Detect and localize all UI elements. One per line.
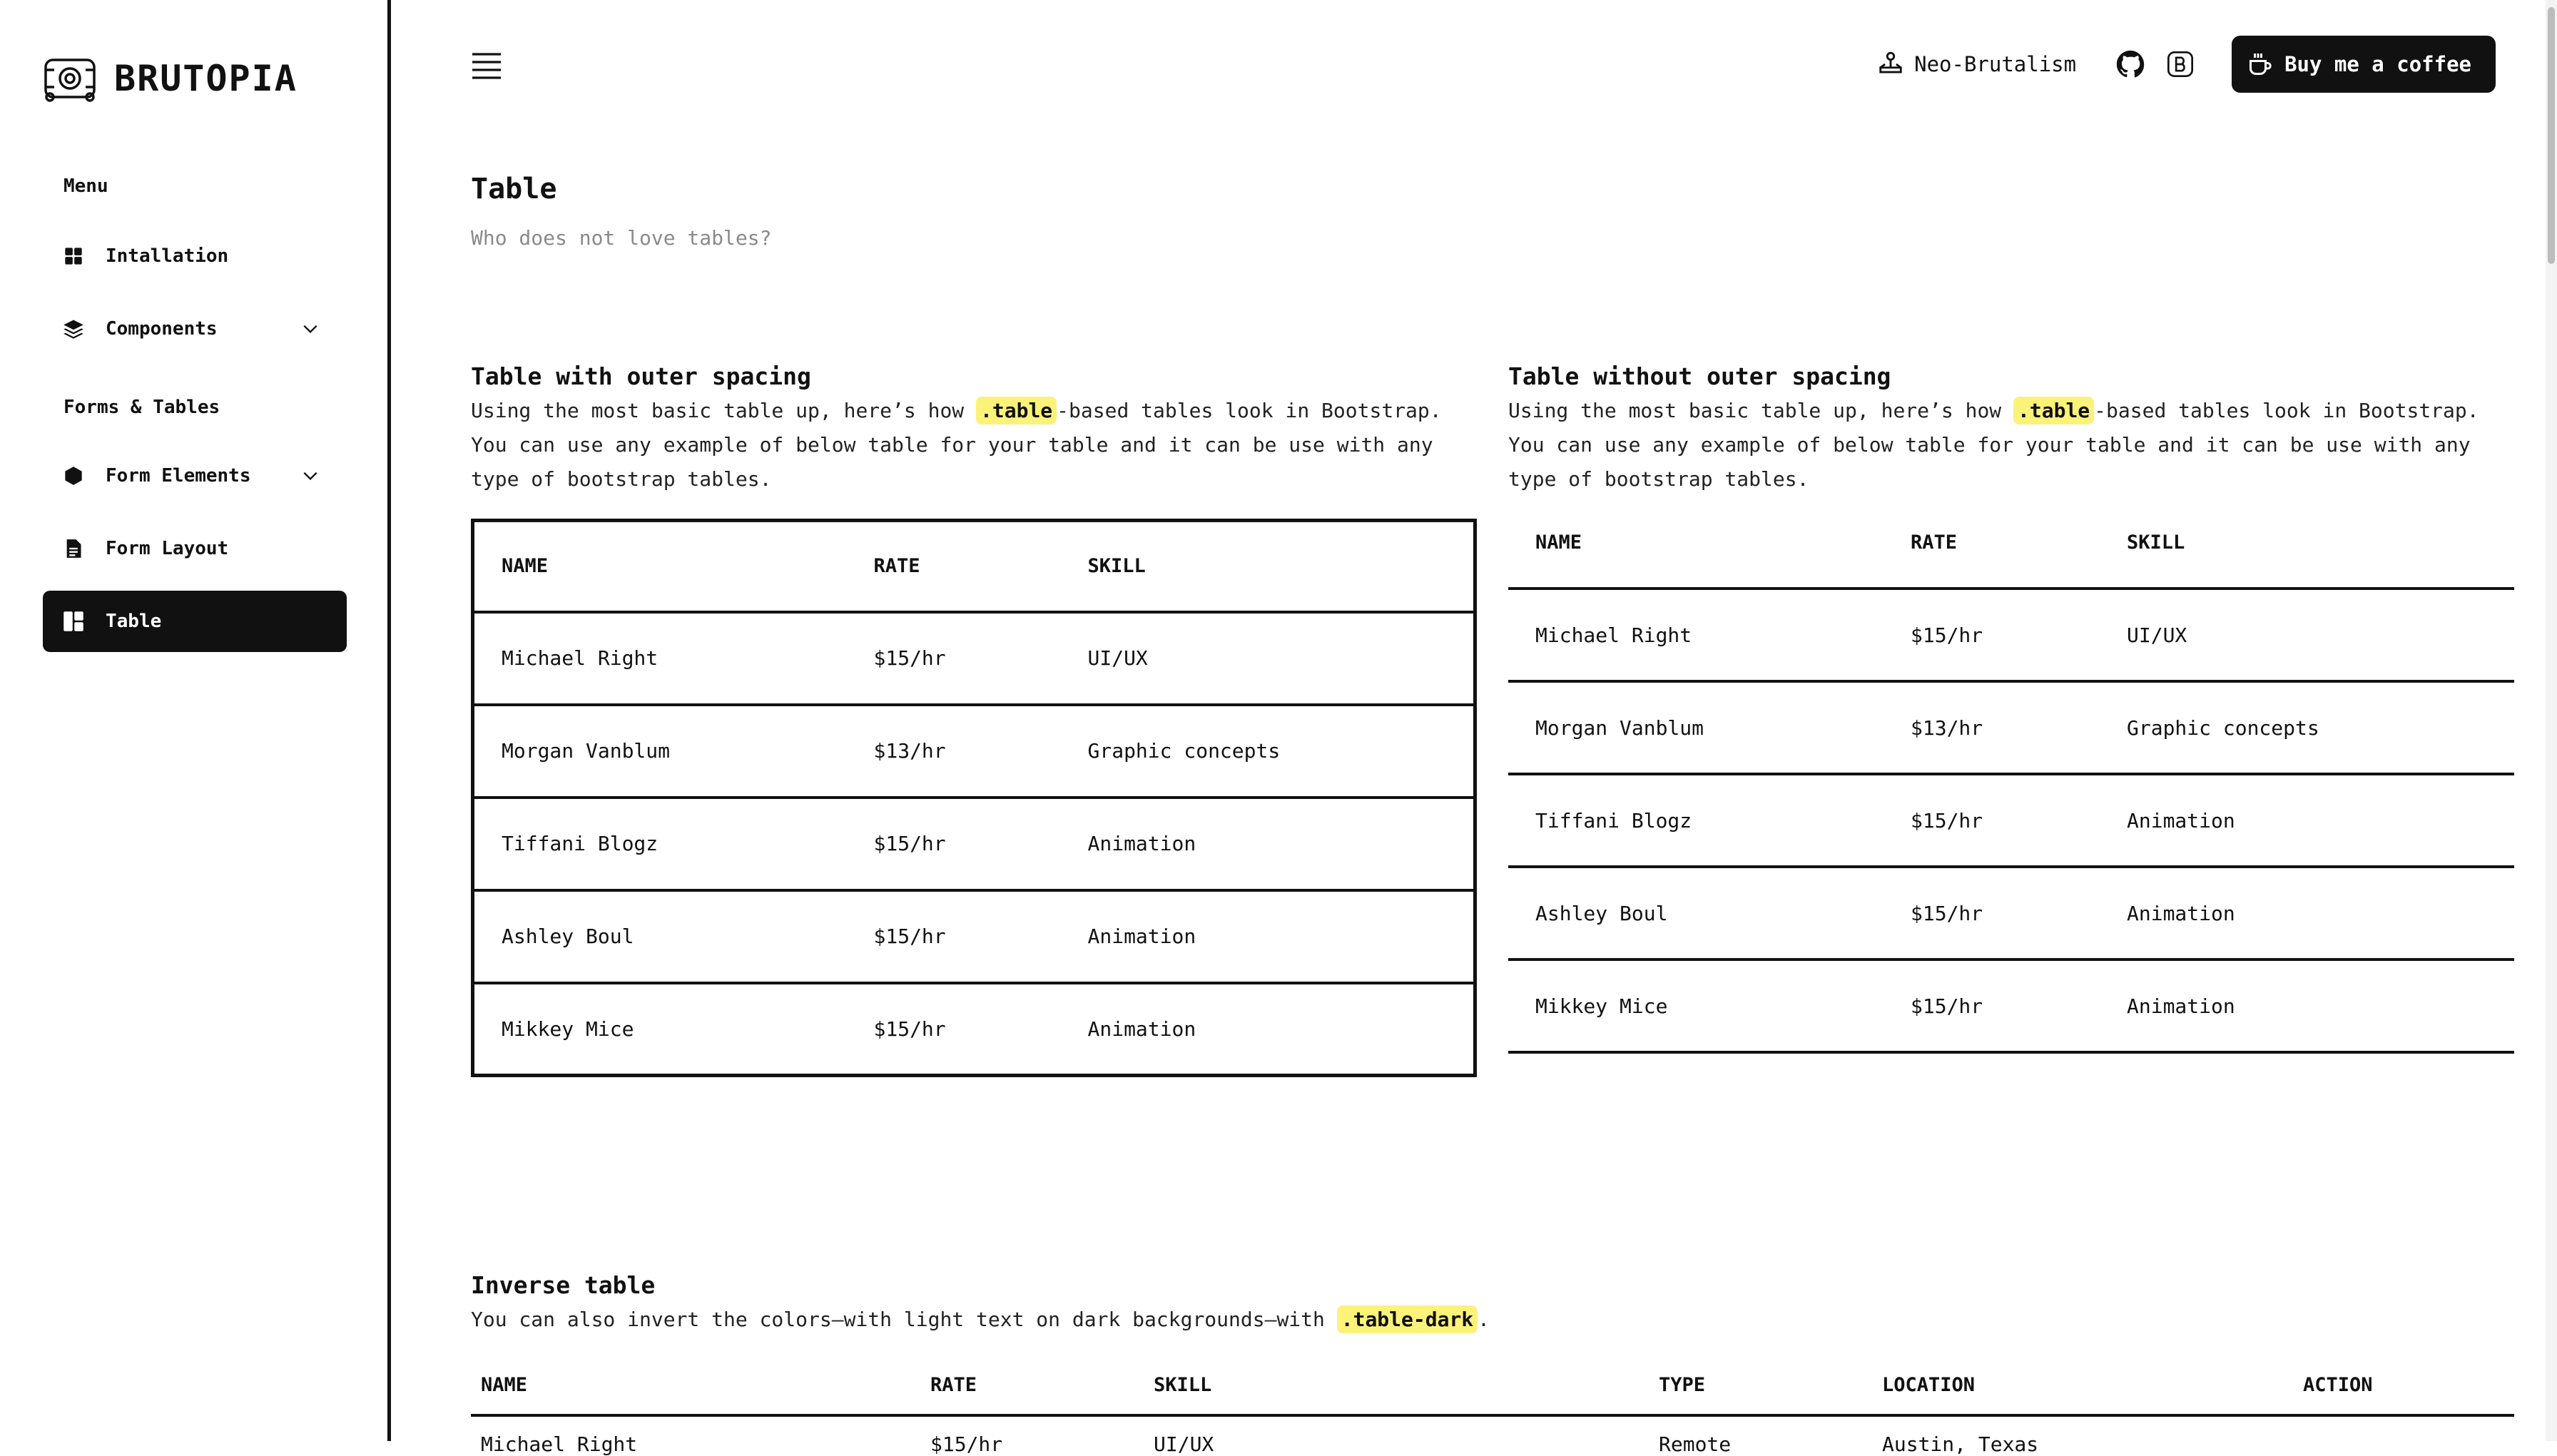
desc-text: You can also invert the colors—with light text on dark backgrounds—with bbox=[471, 1308, 1337, 1331]
brand-name: BRUTOPIA bbox=[114, 58, 298, 99]
layout-icon bbox=[63, 611, 84, 632]
table-row bbox=[1508, 959, 2514, 1052]
table-cell: Morgan Vanblum bbox=[502, 739, 671, 763]
column-header: SKILL bbox=[2127, 531, 2185, 554]
table-row bbox=[471, 1415, 2514, 1456]
buy-coffee-button[interactable] bbox=[2232, 36, 2496, 93]
code-highlight: .table bbox=[2013, 397, 2094, 424]
column-header: RATE bbox=[930, 1373, 977, 1396]
page-subtitle: Who does not love tables? bbox=[471, 226, 772, 250]
coffee-label: Buy me a coffee bbox=[2284, 52, 2471, 76]
column-header: RATE bbox=[873, 555, 920, 578]
file-icon bbox=[63, 538, 84, 559]
column-header: NAME bbox=[481, 1373, 528, 1396]
outer-spacing-table bbox=[471, 519, 1477, 1077]
table-cell: Animation bbox=[1087, 1017, 1196, 1041]
outer-table-desc bbox=[471, 394, 1478, 497]
brand[interactable] bbox=[41, 56, 298, 101]
table-cell: Remote bbox=[1659, 1432, 1732, 1456]
joystick-icon bbox=[1877, 51, 1904, 78]
inverse-table-desc bbox=[471, 1303, 2514, 1337]
table-cell: Michael Right bbox=[1535, 623, 1692, 647]
desc-text: . bbox=[1478, 1308, 1490, 1331]
table-cell: $13/hr bbox=[873, 739, 946, 763]
grid-icon bbox=[63, 245, 84, 267]
table-cell: $15/hr bbox=[873, 646, 946, 670]
table-cell: Animation bbox=[1087, 832, 1196, 855]
sidebar-item-form-elements[interactable] bbox=[43, 445, 347, 506]
table-cell: Ashley Boul bbox=[1535, 901, 1668, 925]
theme-link[interactable] bbox=[1877, 51, 2076, 78]
table-cell: Morgan Vanblum bbox=[1535, 716, 1704, 740]
column-header: SKILL bbox=[1154, 1373, 1212, 1396]
table-cell: Michael Right bbox=[481, 1432, 638, 1456]
column-header: NAME bbox=[1535, 531, 1582, 554]
table-row bbox=[473, 705, 1475, 798]
plain-table-desc bbox=[1508, 394, 2516, 497]
table-cell: $15/hr bbox=[930, 1432, 1003, 1456]
sidebar-item-label: Table bbox=[106, 611, 162, 632]
table-cell: Animation bbox=[2127, 808, 2235, 833]
desc-text: Using the most basic table up, here’s how bbox=[471, 399, 977, 422]
table-cell: Graphic concepts bbox=[1087, 739, 1281, 763]
table-cell: Ashley Boul bbox=[502, 925, 634, 948]
inverse-table-title: Inverse table bbox=[471, 1271, 656, 1299]
table-cell: $15/hr bbox=[1911, 994, 1983, 1018]
brutopia-logo-icon bbox=[41, 56, 98, 101]
table-cell: UI/UX bbox=[2127, 623, 2187, 647]
forms-section-title: Forms & Tables bbox=[63, 397, 220, 418]
bootstrap-icon[interactable] bbox=[2166, 50, 2195, 78]
table-cell: Animation bbox=[2127, 901, 2235, 925]
table-cell bbox=[2293, 1415, 2514, 1456]
chevron-down-icon[interactable] bbox=[301, 467, 320, 485]
sidebar-item-label: Form Elements bbox=[106, 465, 251, 487]
column-header: NAME bbox=[502, 555, 549, 578]
sidebar-item-label: Components bbox=[106, 318, 218, 340]
table-header-row bbox=[1508, 497, 2514, 589]
plain-table-title: Table without outer spacing bbox=[1508, 362, 1891, 390]
menu-section-title: Menu bbox=[63, 175, 108, 197]
table-cell: $13/hr bbox=[1911, 716, 1983, 740]
table-cell: Mikkey Mice bbox=[502, 1017, 634, 1041]
table-cell: Michael Right bbox=[502, 646, 659, 670]
table-cell: $15/hr bbox=[1911, 901, 1983, 925]
outer-table-title: Table with outer spacing bbox=[471, 362, 811, 390]
sidebar-item-form-layout[interactable] bbox=[43, 518, 347, 579]
desc-text: -based tables look in Bootstrap. You can use any example of below table for your table and it can be use with any type of bootstrap tables. bbox=[1508, 399, 2479, 491]
table-row bbox=[473, 798, 1475, 890]
table-cell: UI/UX bbox=[1154, 1432, 1214, 1456]
table-header-row bbox=[473, 521, 1475, 612]
sidebar bbox=[0, 0, 391, 1441]
table-row bbox=[473, 612, 1475, 705]
table-cell: $15/hr bbox=[873, 1017, 946, 1041]
sidebar-item-table[interactable] bbox=[43, 591, 347, 652]
table-cell: Mikkey Mice bbox=[1535, 994, 1668, 1018]
layers-icon bbox=[63, 318, 84, 340]
table-cell: Tiffani Blogz bbox=[502, 832, 659, 855]
code-highlight: .table-dark bbox=[1337, 1305, 1478, 1333]
table-row bbox=[1508, 589, 2514, 681]
inverse-table bbox=[471, 1355, 2514, 1456]
table-cell: Graphic concepts bbox=[2127, 716, 2319, 740]
table-cell: $15/hr bbox=[1911, 623, 1983, 647]
scrollbar-thumb[interactable] bbox=[2548, 7, 2555, 264]
github-icon[interactable] bbox=[2116, 50, 2145, 78]
sidebar-item-components[interactable] bbox=[43, 298, 347, 360]
column-header: LOCATION bbox=[1882, 1373, 1976, 1396]
table-cell: Austin, Texas bbox=[1882, 1432, 2039, 1456]
table-cell: UI/UX bbox=[1087, 646, 1148, 670]
code-highlight: .table bbox=[976, 397, 1057, 424]
page-title: Table bbox=[471, 173, 557, 205]
top-nav bbox=[1877, 36, 2496, 93]
plain-table bbox=[1508, 497, 2514, 1054]
hexagon-icon bbox=[63, 465, 84, 487]
desc-text: -based tables look in Bootstrap. You can use any example of below table for your table and it can be use with any type of bootstrap tables. bbox=[471, 399, 1442, 491]
table-row bbox=[1508, 774, 2514, 867]
sidebar-item-installation[interactable] bbox=[43, 225, 347, 287]
chevron-down-icon[interactable] bbox=[301, 320, 320, 338]
table-cell: $15/hr bbox=[873, 832, 946, 855]
sidebar-item-label: Intallation bbox=[106, 245, 229, 267]
column-header: ACTION bbox=[2303, 1373, 2373, 1396]
sidebar-item-label: Form Layout bbox=[106, 538, 229, 559]
column-header: SKILL bbox=[1087, 555, 1146, 578]
table-cell: Animation bbox=[2127, 994, 2235, 1018]
menu-toggle-icon[interactable] bbox=[471, 51, 502, 80]
column-header: RATE bbox=[1911, 531, 1958, 554]
table-cell: $15/hr bbox=[873, 925, 946, 948]
page-scrollbar[interactable] bbox=[2546, 0, 2557, 1441]
theme-label: Neo-Brutalism bbox=[1914, 52, 2077, 76]
table-row bbox=[1508, 681, 2514, 774]
table-cell: $15/hr bbox=[1911, 808, 1983, 833]
coffee-icon bbox=[2247, 51, 2273, 77]
table-cell: Animation bbox=[1087, 925, 1196, 948]
table-row bbox=[473, 983, 1475, 1076]
desc-text: Using the most basic table up, here’s how bbox=[1508, 399, 2014, 422]
column-header: TYPE bbox=[1659, 1373, 1706, 1396]
table-header-row bbox=[471, 1355, 2514, 1415]
table-row bbox=[1508, 867, 2514, 959]
table-cell: Tiffani Blogz bbox=[1535, 808, 1692, 833]
table-row bbox=[473, 890, 1475, 983]
